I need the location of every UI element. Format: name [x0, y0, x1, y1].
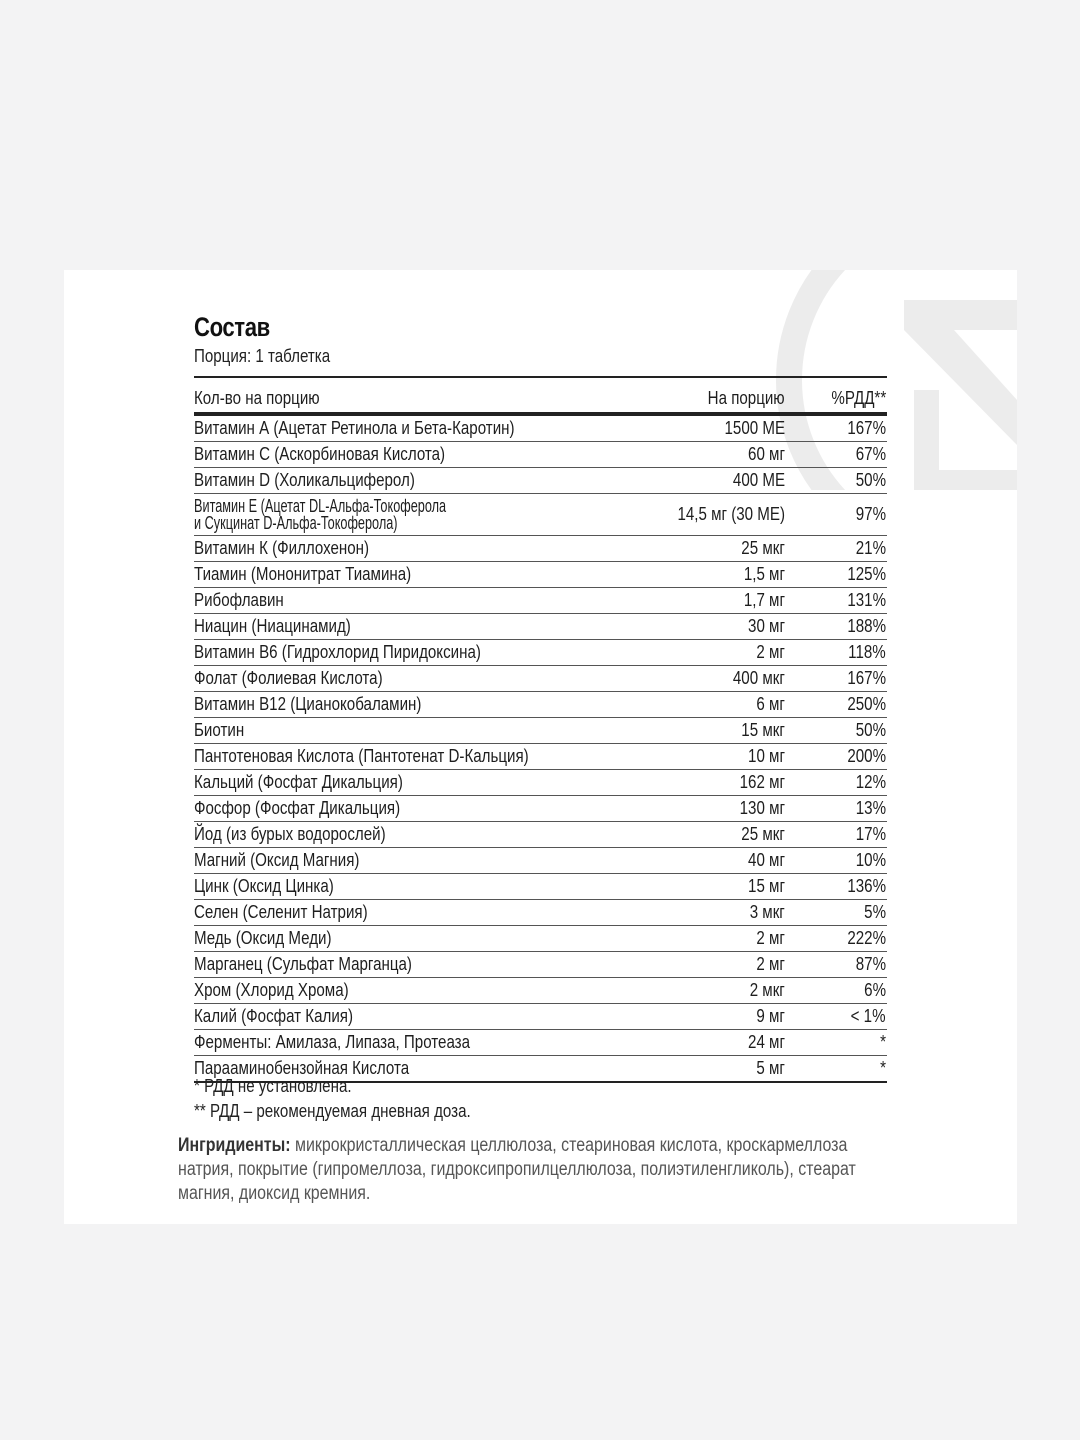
row-rdd: 13%	[855, 798, 886, 818]
row-name: Магний (Оксид Магния)	[194, 850, 360, 870]
row-name: Калий (Фосфат Калия)	[194, 1006, 353, 1026]
row-name: Тиамин (Мононитрат Тиамина)	[194, 564, 412, 584]
row-name: Медь (Оксид Меди)	[194, 928, 332, 948]
row-name: Хром (Хлорид Хрома)	[194, 980, 349, 1000]
row-rdd: 250%	[847, 694, 886, 714]
row-name: Ниацин (Ниацинамид)	[194, 616, 351, 636]
row-name: Цинк (Оксид Цинка)	[194, 876, 334, 896]
header-amount: На порцию	[708, 387, 785, 408]
table-row	[194, 978, 887, 1004]
row-rdd: *	[880, 1032, 886, 1052]
table-row	[194, 1004, 887, 1030]
row-rdd: 136%	[847, 876, 886, 896]
footnote-rdd-definition: ** РДД – рекомендуемая дневная доза.	[194, 1101, 471, 1121]
row-amount: 15 мг	[748, 876, 785, 896]
row-name: Парааминобензойная Кислота	[194, 1058, 410, 1078]
row-amount: 25 мкг	[741, 824, 785, 844]
table-row	[194, 770, 887, 796]
row-name: Марганец (Сульфат Марганца)	[194, 954, 412, 974]
row-amount: 14,5 мг (30 МЕ)	[677, 504, 785, 524]
row-rdd: 6%	[864, 980, 886, 1000]
table-row	[194, 536, 887, 562]
table-row	[194, 494, 887, 536]
row-rdd: 188%	[847, 616, 886, 636]
row-rdd: 131%	[847, 590, 886, 610]
row-name: Витамин К (Филлохенон)	[194, 538, 370, 558]
row-rdd: 67%	[855, 444, 886, 464]
row-amount: 2 мг	[756, 954, 785, 974]
row-rdd: 222%	[847, 928, 886, 948]
row-name: Витамин А (Ацетат Ретинола и Бета-Каротин)	[194, 418, 515, 438]
row-amount: 1,7 мг	[743, 590, 785, 610]
row-amount: 9 мг	[756, 1006, 785, 1026]
row-amount: 10 мг	[748, 746, 785, 766]
row-name: Витамин D (Холикальциферол)	[194, 470, 415, 490]
row-name: Рибофлавин	[194, 590, 284, 610]
ingredients-text	[178, 1134, 900, 1206]
header-rdd: %РДД**	[831, 387, 886, 408]
row-rdd: 200%	[847, 746, 886, 766]
table-row	[194, 718, 887, 744]
page-title: Состав	[194, 312, 270, 342]
row-amount: 400 мкг	[733, 668, 785, 688]
table-row	[194, 562, 887, 588]
table-row	[194, 468, 887, 494]
row-name: Витамин В12 (Цианокобаламин)	[194, 694, 422, 714]
row-rdd: 167%	[847, 418, 886, 438]
row-name: Витамин С (Аскорбиновая Кислота)	[194, 444, 446, 464]
table-row	[194, 796, 887, 822]
header-name: Кол-во на порцию	[194, 387, 320, 408]
row-name: Витамин В6 (Гидрохлорид Пиридоксина)	[194, 642, 481, 662]
row-rdd: *	[880, 1058, 886, 1078]
row-name: Селен (Селенит Натрия)	[194, 902, 368, 922]
row-rdd: < 1%	[851, 1006, 886, 1026]
row-rdd: 87%	[855, 954, 886, 974]
row-amount: 15 мкг	[741, 720, 785, 740]
row-amount: 1,5 мг	[743, 564, 785, 584]
table-row	[194, 874, 887, 900]
row-name: Ферменты: Амилаза, Липаза, Протеаза	[194, 1032, 471, 1052]
row-rdd: 5%	[864, 902, 886, 922]
row-rdd: 21%	[855, 538, 886, 558]
row-amount: 2 мг	[756, 642, 785, 662]
table-row	[194, 588, 887, 614]
row-amount: 5 мг	[756, 1058, 785, 1078]
table-row	[194, 744, 887, 770]
row-name: Пантотеновая Кислота (Пантотенат D-Кальция)	[194, 746, 529, 766]
serving-size: Порция: 1 таблетка	[194, 346, 331, 366]
table-row	[194, 1030, 887, 1056]
table-row	[194, 926, 887, 952]
row-rdd: 50%	[855, 720, 886, 740]
table-row	[194, 952, 887, 978]
row-rdd: 10%	[855, 850, 886, 870]
table-row	[194, 416, 887, 442]
row-name: Кальций (Фосфат Дикальция)	[194, 772, 403, 792]
row-amount: 60 мг	[748, 444, 785, 464]
nutrition-table	[194, 376, 887, 1083]
row-amount: 3 мкг	[749, 902, 785, 922]
row-rdd: 50%	[855, 470, 886, 490]
row-amount: 24 мг	[748, 1032, 785, 1052]
footnote-rdd-not-set: * РДД не установлена.	[194, 1076, 352, 1096]
row-amount: 162 мг	[739, 772, 785, 792]
row-rdd: 97%	[855, 504, 886, 524]
row-name: Биотин	[194, 720, 245, 740]
row-name: Йод (из бурых водорослей)	[194, 824, 386, 844]
row-name: Витамин Е (Ацетат DL-Альфа-Токоферола и Сукцинат D-Альфа-Токоферола)	[194, 495, 447, 533]
row-amount: 6 мг	[756, 694, 785, 714]
row-name: Фолат (Фолиевая Кислота)	[194, 668, 383, 688]
table-row	[194, 692, 887, 718]
row-rdd: 17%	[855, 824, 886, 844]
table-row	[194, 822, 887, 848]
row-name: Фосфор (Фосфат Дикальция)	[194, 798, 401, 818]
row-rdd: 118%	[848, 642, 886, 662]
ingredients-label: Ингридиенты:	[178, 1135, 291, 1156]
table-header	[194, 378, 887, 416]
table-row	[194, 848, 887, 874]
table-row	[194, 640, 887, 666]
row-rdd: 12%	[855, 772, 886, 792]
row-amount: 30 мг	[748, 616, 785, 636]
row-amount: 400 МЕ	[732, 470, 785, 490]
row-rdd: 125%	[847, 564, 886, 584]
row-amount: 1500 МЕ	[724, 418, 785, 438]
row-amount: 25 мкг	[741, 538, 785, 558]
row-amount: 130 мг	[739, 798, 785, 818]
table-row	[194, 666, 887, 692]
composition-card	[64, 270, 1017, 1224]
row-amount: 2 мг	[756, 928, 785, 948]
row-amount: 40 мг	[748, 850, 785, 870]
row-amount: 2 мкг	[749, 980, 785, 1000]
ingredients-list: микрокристаллическая целлюлоза, стеариновая кислота, кроскармеллоза натрия, покрытие (гипромеллоза, гидроксипропилцеллюлоза, полиэтиленгликоль), стеарат магния, диоксид кремния.	[178, 1135, 856, 1204]
table-row	[194, 900, 887, 926]
row-rdd: 167%	[847, 668, 886, 688]
table-row	[194, 442, 887, 468]
table-row	[194, 614, 887, 640]
footnotes	[194, 1074, 523, 1124]
